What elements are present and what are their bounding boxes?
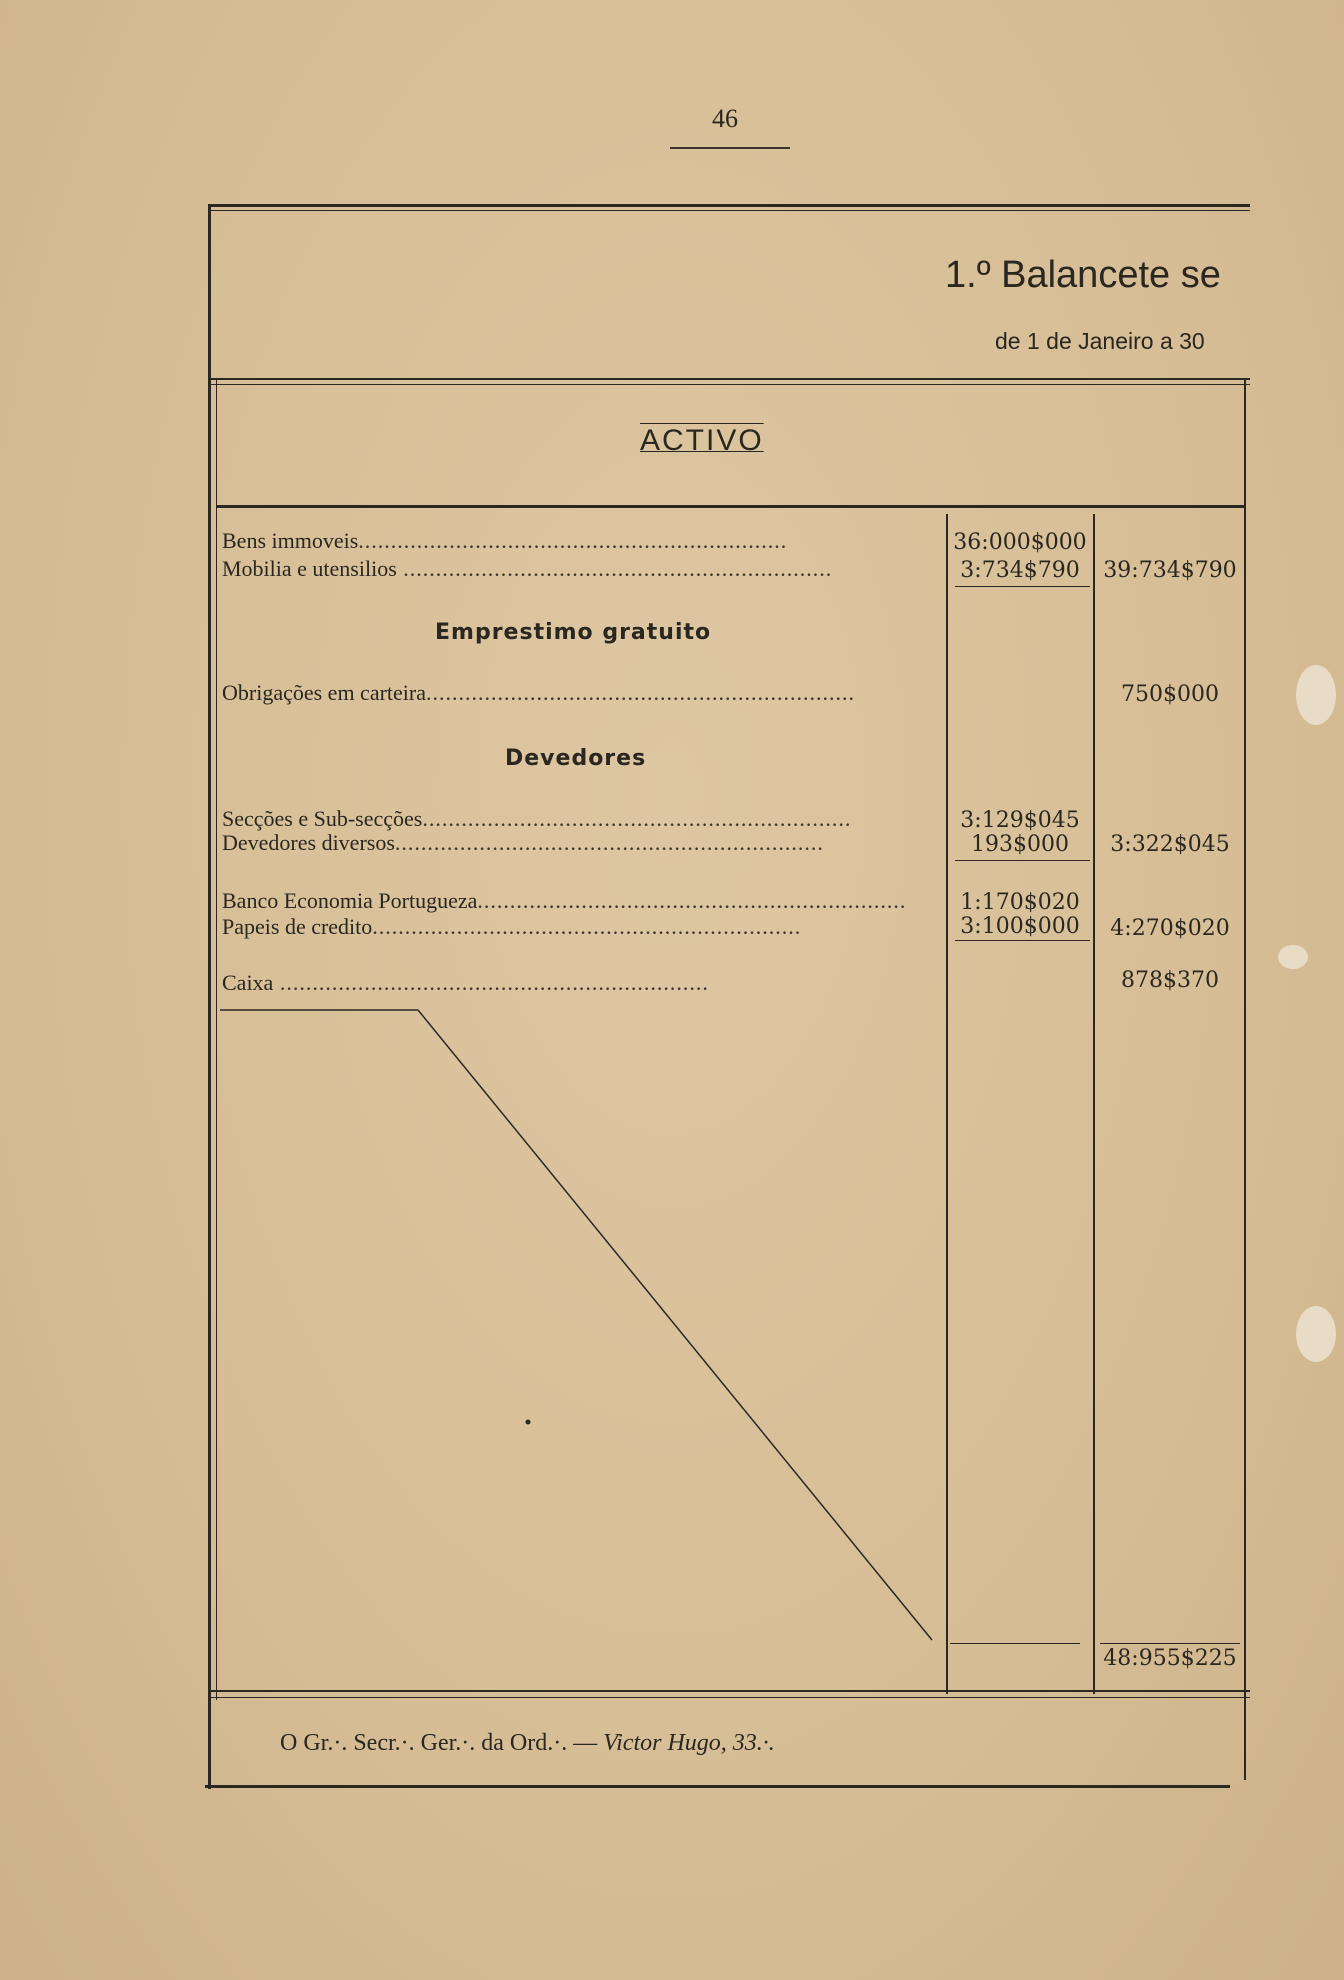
- footer-address: [280, 1730, 775, 1757]
- total-rule-left: [950, 1643, 1080, 1644]
- row-value-papeis: 3:100$000: [960, 914, 1080, 939]
- frame-bottom-rule: [205, 1785, 1230, 1788]
- row-subtotal-caixa: 878$370: [1121, 968, 1219, 993]
- section-activo: ACTIVO: [640, 424, 764, 457]
- row-label-mobilia: Mobilia e utensilios ..................................................................: [222, 556, 833, 581]
- row-value-banco: 1:170$020: [960, 890, 1080, 915]
- paper-damage-spot: [1296, 665, 1336, 725]
- row-subtotal-devedores: 3:322$045: [1110, 832, 1230, 857]
- row-value-devedores-diversos: 193$000: [971, 832, 1069, 857]
- bottom-rule: [210, 1690, 1250, 1692]
- bottom-rule-thin: [210, 1697, 1250, 1698]
- section-emprestimo: Emprestimo gratuito: [435, 620, 712, 645]
- row-label-devedores-diversos: Devedores diversos..................................................................: [222, 830, 824, 855]
- row-value-bens-immoveis: 36:000$000: [953, 530, 1087, 555]
- grand-total: 48:955$225: [1103, 1646, 1237, 1671]
- row-label-papeis: Papeis de credito..................................................................: [222, 914, 802, 939]
- balance-title: 1.º Balancete se: [945, 254, 1221, 296]
- balance-subtitle: de 1 de Janeiro a 30: [995, 328, 1205, 354]
- total-rule-right: [1100, 1643, 1240, 1644]
- section-devedores: Devedores: [505, 746, 647, 771]
- row-label-bens-immoveis: Bens immoveis..................................................................: [222, 528, 788, 553]
- footer-street: Victor Hugo, 33.·.: [603, 1730, 775, 1756]
- row-subtotal-papeis: 4:270$020: [1110, 916, 1230, 941]
- row-value-seccoes: 3:129$045: [960, 808, 1080, 833]
- row-value-mobilia: 3:734$790: [960, 558, 1080, 583]
- row-subtotal-mobilia: 39:734$790: [1103, 558, 1237, 583]
- row-label-seccoes: Secções e Sub-secções..................................................................: [222, 806, 852, 831]
- paper-damage-spot: [1278, 945, 1308, 969]
- row-label-caixa: Caixa ..................................................................: [222, 970, 709, 995]
- row-label-obrigacoes: Obrigações em carteira..................................................................: [222, 680, 855, 705]
- footer-prefix: O Gr.·. Secr.·. Ger.·. da Ord.·. —: [280, 1730, 604, 1756]
- row-subtotal-obrigacoes: 750$000: [1121, 682, 1219, 707]
- paper-damage-spot: [1296, 1306, 1336, 1362]
- row-label-banco: Banco Economia Portugueza..................................................................: [222, 888, 907, 913]
- page-number: 46: [712, 104, 738, 133]
